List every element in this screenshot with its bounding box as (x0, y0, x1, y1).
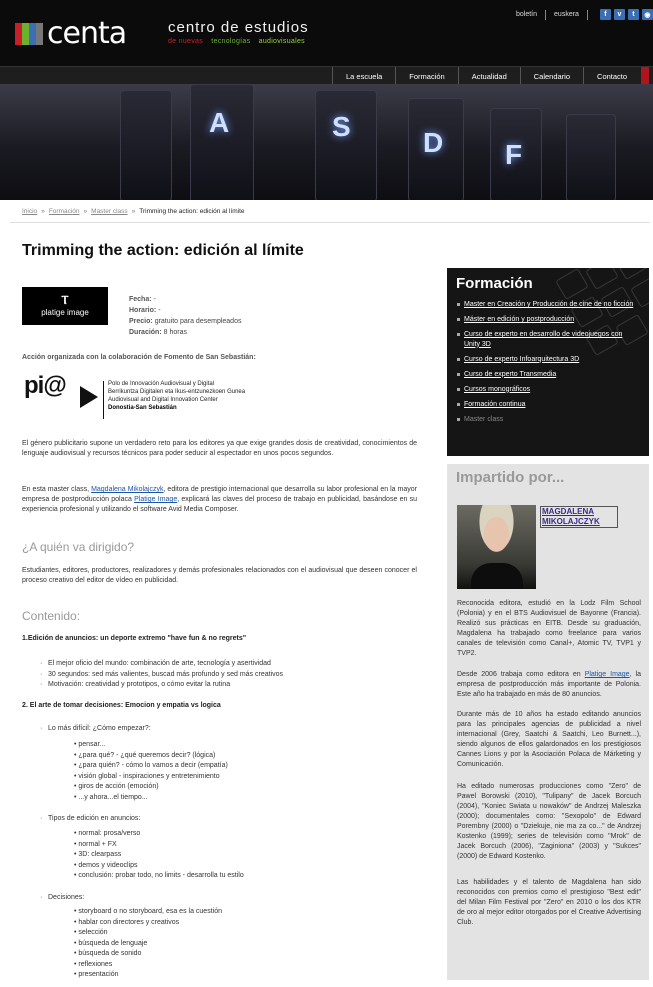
formacion-link[interactable]: Curso de experto Transmedia (464, 370, 636, 380)
hero-key (120, 90, 172, 200)
logo-wordmark: centa (47, 16, 127, 51)
twitter-icon[interactable]: t (628, 9, 639, 20)
centa-logo[interactable] (15, 16, 127, 51)
masterclass-description: En esta master class, Magdalena Mikolajczyk, editora de prestigio internacional que desarrolla su labor profesional en la mayor empresa de postproducción polaca Platige Image, explicará las claves del proceso de trabajo en publicidad, basándose en su experiencia profesional y utilizando el software Avid Media Composer. (22, 486, 417, 513)
pia-logo: pi@ Polo de Innovación Audiovisual y Digital Berrikuntza Digitalen eta Ikus-entzunezkoen Gunea Audiovisual and Digital Innovation Center Donostia-San Sebastián (24, 377, 274, 423)
list-item: • ¿para quién? - cómo lo vamos a decir (empatía) (74, 762, 228, 769)
divider (545, 10, 546, 20)
list-item: • ...y ahora...el tiempo... (74, 793, 148, 801)
list-item: · Motivación: creatividad y prototipos, o cómo evitar la rutina (48, 680, 283, 691)
newsletter-link[interactable]: boletín (516, 11, 538, 18)
subsection-list (74, 829, 244, 882)
page-title: Trimming the action: edición al límite (22, 242, 304, 259)
subsection-label: · Lo más difícil: ¿Cómo empezar?: (48, 724, 151, 734)
vimeo-icon[interactable]: v (614, 9, 625, 20)
speaker-panel (447, 464, 649, 980)
subsection-list (74, 740, 228, 803)
nav-actualidad[interactable]: Actualidad (458, 67, 520, 85)
formacion-link[interactable]: Máster en edición y postproducción (464, 315, 636, 325)
nav-la-escuela[interactable]: La escuela (332, 67, 395, 85)
event-date: - (153, 296, 156, 303)
euskera-link[interactable]: euskera (554, 11, 579, 18)
speaker-link[interactable]: Magdalena Mikolajczyk (91, 486, 164, 493)
formacion-link[interactable]: Master en Creación y Producción de cine de no ficción (464, 300, 636, 310)
list-item: • storyboard o no storyboard, esa es la cuestión (74, 908, 222, 915)
logo-color-stripes (15, 23, 43, 45)
list-item: • giros de acción (emoción) (74, 783, 159, 790)
audience-heading: ¿A quién va dirigido? (22, 540, 135, 554)
brand-title: centro de estudios (168, 19, 309, 36)
formacion-link[interactable]: Curso de experto en desarrollo de videojuegos con Unity 3D (464, 330, 636, 349)
speaker-bio-1: Reconocida editora, estudió en la Lodz Film School (Polonia) y en el BTS Audiovisuel de Bayonne (Francia). Realizó sus prácticas en EITB. Desde su graduación, Magdalena ha trabajado como freelance para varios canales de televisión como Canal+, Atomic TV, TVP1 y TVP2. (457, 600, 641, 657)
speaker-panel-title: Impartido por... (456, 469, 565, 486)
formacion-links (464, 300, 636, 430)
event-price: gratuito para desempleados (154, 318, 242, 325)
platige-image-logo: Ⲧ platige image (22, 287, 108, 325)
list-item: • presentación (74, 971, 119, 978)
breadcrumb-current: Trimming the action: edición al límite (139, 208, 245, 215)
formacion-panel (447, 268, 649, 456)
section-1-title: 1.Edición de anuncios: un deporte extremo "have fun & no regrets" (22, 635, 247, 642)
company-link[interactable]: Platige Image (134, 496, 178, 503)
breadcrumb-master-class[interactable]: Master class (91, 208, 128, 215)
hero-key: D (408, 98, 464, 200)
subtitle-word-2: tecnologías (211, 38, 251, 45)
hero-key: A (190, 84, 254, 200)
nav-formacion[interactable]: Formación (395, 67, 457, 85)
speaker-bio-5: Las habilidades y el talento de Magdalena han sido reconocidos con premios como el prestigioso "Best edit" del Milan Film Festival por "Zero" en 2010 o los dos KTR de oro al mejor editor otorgados por el Creative Advertising Club. (457, 879, 641, 926)
formacion-link[interactable]: Curso de experto Infoarquitectura 3D (464, 355, 636, 365)
breadcrumb: Inicio » Formación » Master class » Trimming the action: edición al límite (22, 208, 245, 215)
hero-banner-keyboard (0, 84, 653, 200)
event-duration: 8 horas (163, 329, 187, 336)
list-item: • visión global - inspiraciones y entretenimiento (74, 772, 220, 780)
site-header (0, 0, 653, 66)
audience-text: Estudiantes, editores, productores, realizadores y demás profesionales relacionados con el audiovisual que deseen conocer el proceso creativo del editor de vídeo en publicidad. (22, 567, 417, 584)
speaker-name-link[interactable]: MAGDALENA MIKOLAJCZYK (540, 506, 618, 528)
divider (587, 10, 588, 20)
list-item: • 3D: clearpass (74, 851, 122, 858)
subtitle-word-3: audiovisuales (258, 38, 305, 45)
list-item: · El mejor oficio del mundo: combinación de arte, tecnología y asertividad (48, 659, 283, 670)
main-nav (0, 66, 653, 84)
section-1-list (48, 659, 283, 691)
intro-text: El género publicitario supone un verdadero reto para los editores ya que exige grandes dosis de creatividad, conocimientos de lenguaje audiovisual y recursos técnicos para poder seducir al espectador en unos pocos segundos. (22, 440, 417, 457)
list-item: • conclusión: probar todo, no limits - desarrolla tu estilo (74, 872, 244, 879)
event-details: Fecha: - Horario: - Precio: gratuito para desempleados Duración: 8 horas (129, 296, 242, 336)
content-heading: Contenido: (22, 609, 81, 623)
list-item: • selección (74, 929, 108, 936)
nav-contacto[interactable]: Contacto (583, 67, 640, 85)
platige-image-link[interactable]: Platige Image (584, 671, 630, 678)
list-item: · 30 segundos: sed más valientes, buscad más profundo y sed más creativos (48, 670, 283, 681)
subsection-label: · Tipos de edición en anuncios: (48, 814, 140, 824)
list-item: • ¿para qué? - ¿qué queremos decir? (lógica) (74, 751, 216, 759)
formacion-link[interactable]: Formación continua (464, 400, 636, 410)
formacion-link-current[interactable]: Master class (464, 415, 636, 425)
nav-accent (641, 67, 649, 85)
list-item: • búsqueda de lenguaje (74, 939, 148, 947)
top-links (516, 9, 653, 20)
hero-key: F (490, 108, 542, 200)
social-icons (600, 9, 653, 20)
list-item: • normal: prosa/verso (74, 830, 141, 837)
speaker-bio-4: Ha editado numerosas producciones como "Zero" de Pawel Borowski (2010), "Tulipany" de Jacek Borcuch (2004), "Koniec Swiata u nowaków" de Andrzej Maleszka (2000); documentales como: "Sexopolo" de Edward Porembny (2000) o "Dziekuje, nie ma za co..." de Andrzej Kostenko (1999); series de televisión como "Mrok" de Jacek Borcuch (2006), "Zaginiona" (2003) y "Sukces" (2000) de Edward Kostenko. (457, 783, 641, 860)
hero-key (566, 114, 616, 200)
facebook-icon[interactable]: f (600, 9, 611, 20)
list-item: • normal + FX (74, 840, 117, 848)
list-item: • demos y videoclips (74, 861, 138, 869)
speaker-photo (457, 505, 536, 589)
speaker-bio-3: Durante más de 10 años ha estado editando anuncios para las principales agencias de publicidad a nivel internacional (Grey, Saatchi & Saatchi, Leo Burnett...), siendo algunos de ellos galardonados en los prestigiosos Cannes Lions y por la Asociación Polaca de Márketing y Comunicación. (457, 711, 641, 768)
section-2-title: 2. El arte de tomar decisiones: Emocion y empatia vs logica (22, 702, 221, 709)
divider (10, 222, 650, 223)
list-item: • hablar con directores y creativos (74, 918, 180, 926)
organized-by-label: Acción organizada con la colaboración de Fomento de San Sebastián: (22, 354, 256, 361)
list-item: • pensar... (74, 741, 106, 748)
formacion-title: Formación (456, 275, 533, 292)
hero-key: S (315, 90, 377, 200)
play-icon (80, 386, 98, 408)
rss-icon[interactable]: ◉ (642, 9, 653, 20)
breadcrumb-formacion[interactable]: Formación (48, 208, 80, 215)
speaker-bio-2: Desde 2006 trabaja como editora en Platige Image, la empresa de postproducción más importante de Polonia. Este año ha trabajado en más de 80 anuncios. (457, 671, 641, 698)
breadcrumb-inicio[interactable]: Inicio (22, 208, 38, 215)
event-schedule: - (158, 307, 161, 314)
subsection-list (74, 907, 222, 981)
subsection-label: · Decisiones: (48, 893, 84, 903)
list-item: • reflexiones (74, 960, 113, 968)
subtitle-word-1: de nuevas (168, 38, 204, 45)
nav-calendario[interactable]: Calendario (520, 67, 583, 85)
brand-subtitle (168, 38, 311, 45)
formacion-link[interactable]: Cursos monográficos (464, 385, 636, 395)
list-item: • búsqueda de sonido (74, 950, 142, 957)
